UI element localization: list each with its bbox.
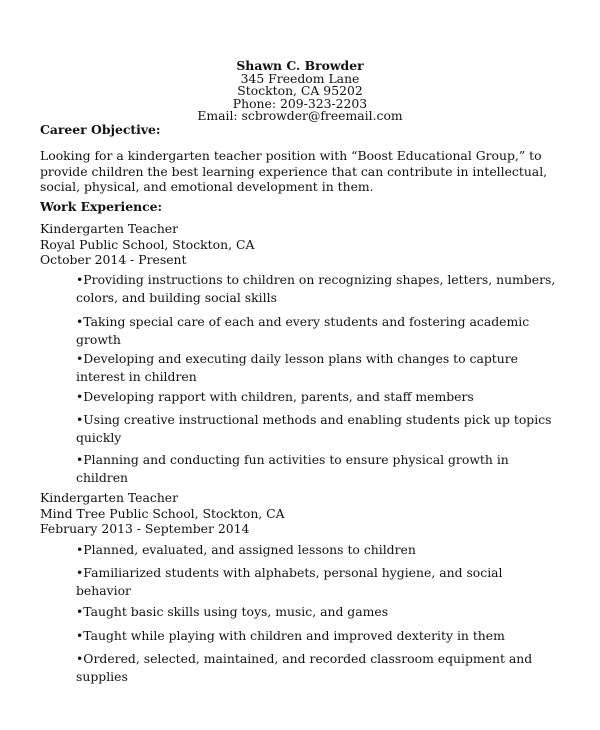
job-1-duty: •Developing and executing daily lesson plans with changes to capture interest in children — [76, 351, 518, 384]
job-dates: February 2013 - September 2014 — [40, 521, 250, 536]
job-title: Kindergarten Teacher — [40, 221, 179, 236]
job-2-duty: •Taught basic skills using toys, music, and games — [76, 604, 389, 619]
career-objective-heading: Career Objective: — [40, 122, 161, 137]
city-state-zip: Stockton, CA 95202 — [237, 83, 363, 98]
job-1-duty: •Taking special care of each and every students and fostering academic growth — [76, 314, 530, 347]
job-2-duty: •Planned, evaluated, and assigned lessons to children — [76, 542, 416, 557]
contact-header — [0, 60, 600, 123]
street-address: 345 Freedom Lane — [240, 70, 360, 86]
candidate-name: Shawn C. Browder — [236, 58, 364, 73]
job-1-duty: •Using creative instructional methods and enabling students pick up topics quickly — [76, 412, 552, 445]
phone-number: Phone: 209-323-2203 — [232, 95, 368, 111]
job-1-duty: •Developing rapport with children, parents, and staff members — [76, 389, 474, 404]
job-2-duty: •Familiarized students with alphabets, personal hygiene, and social behavior — [76, 565, 503, 598]
job-2-duty: •Taught while playing with children and improved dexterity in them — [76, 628, 505, 643]
job-1-duty: •Providing instructions to children on recognizing shapes, letters, numbers, colors, and building social skills — [76, 272, 556, 305]
email-address: Email: scbrowder@freemail.com — [197, 108, 403, 123]
job-1-duty: •Planning and conducting fun activities to ensure physical growth in children — [76, 452, 509, 485]
job-2-duty: •Ordered, selected, maintained, and recorded classroom equipment and supplies — [76, 651, 533, 684]
job-school: Mind Tree Public School, Stockton, CA — [40, 505, 285, 521]
work-experience-heading: Work Experience: — [40, 199, 163, 214]
job-1-header — [40, 221, 254, 268]
job-2-header — [40, 490, 285, 537]
job-title: Kindergarten Teacher — [40, 490, 179, 505]
job-school: Royal Public School, Stockton, CA — [40, 236, 255, 252]
career-objective-text: Looking for a kindergarten teacher position with “Boost Educational Group,” to provide children the best learning experience that can contribute in intellectual, social, physical, and emotional development in them. — [40, 148, 548, 194]
job-dates: October 2014 - Present — [40, 252, 187, 267]
